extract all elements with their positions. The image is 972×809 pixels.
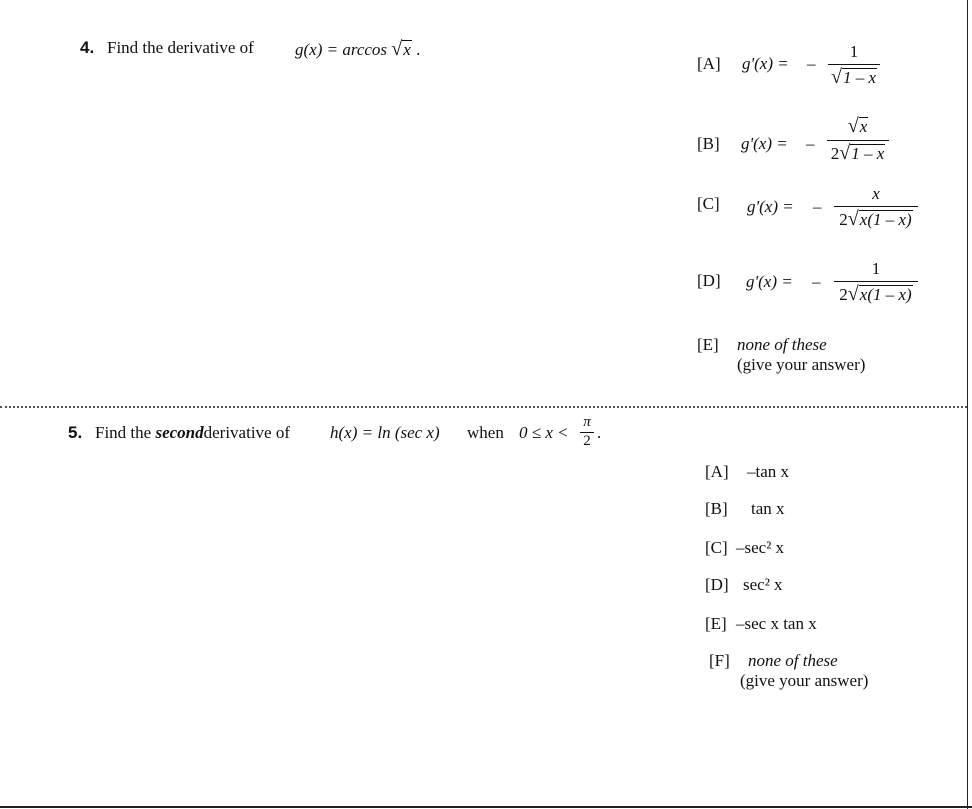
option-label: [D] bbox=[697, 271, 721, 290]
option-text: none of these bbox=[748, 651, 838, 670]
option-lhs: g'(x) = bbox=[742, 54, 789, 73]
option-label: [E] bbox=[705, 614, 727, 633]
fraction: 1 √1 – x bbox=[828, 42, 880, 89]
option-label: [E] bbox=[697, 335, 719, 354]
page-right-border bbox=[967, 0, 968, 809]
condition-inequality: 0 ≤ x < bbox=[519, 423, 569, 442]
option-text: –sec x tan x bbox=[736, 614, 817, 633]
question-prompt: Find the secondderivative of bbox=[95, 423, 291, 442]
function-definition: h(x) = ln (sec x) bbox=[330, 423, 440, 442]
minus-sign: – bbox=[813, 197, 822, 216]
fraction: x 2√x(1 – x) bbox=[834, 184, 918, 231]
page-bottom-border bbox=[0, 806, 972, 808]
option-note: (give your answer) bbox=[737, 355, 866, 374]
sentence-end: . bbox=[597, 423, 602, 442]
question-number: 5. bbox=[68, 423, 83, 442]
option-label: [B] bbox=[697, 134, 720, 153]
option-text: –sec² x bbox=[736, 538, 785, 557]
pi-over-2-fraction: π 2 bbox=[580, 414, 594, 450]
option-text: none of these bbox=[737, 335, 827, 354]
option-lhs: g'(x) = bbox=[741, 134, 788, 153]
option-label: [D] bbox=[705, 575, 729, 594]
question-divider bbox=[0, 406, 967, 408]
option-label: [C] bbox=[705, 538, 728, 557]
option-lhs: g'(x) = bbox=[746, 272, 793, 291]
option-note: (give your answer) bbox=[740, 671, 869, 690]
option-lhs: g'(x) = bbox=[747, 197, 794, 216]
option-label: [A] bbox=[705, 462, 729, 481]
question-prompt: Find the derivative of bbox=[107, 38, 254, 57]
option-text: –tan x bbox=[747, 462, 790, 481]
option-text: tan x bbox=[751, 499, 785, 518]
fraction: √x 2√1 – x bbox=[827, 115, 889, 165]
question-number: 4. bbox=[80, 38, 95, 57]
minus-sign: – bbox=[812, 272, 821, 291]
minus-sign: – bbox=[806, 134, 815, 153]
option-label: [C] bbox=[697, 194, 720, 213]
condition-word: when bbox=[467, 423, 504, 442]
function-definition: g(x) = arccos √x . bbox=[295, 38, 421, 60]
option-label: [A] bbox=[697, 54, 721, 73]
option-label: [B] bbox=[705, 499, 728, 518]
option-label: [F] bbox=[709, 651, 730, 670]
fraction: 1 2√x(1 – x) bbox=[834, 259, 918, 306]
sqrt-sign: √ bbox=[391, 38, 403, 60]
option-text: sec² x bbox=[743, 575, 783, 594]
minus-sign: – bbox=[807, 54, 816, 73]
